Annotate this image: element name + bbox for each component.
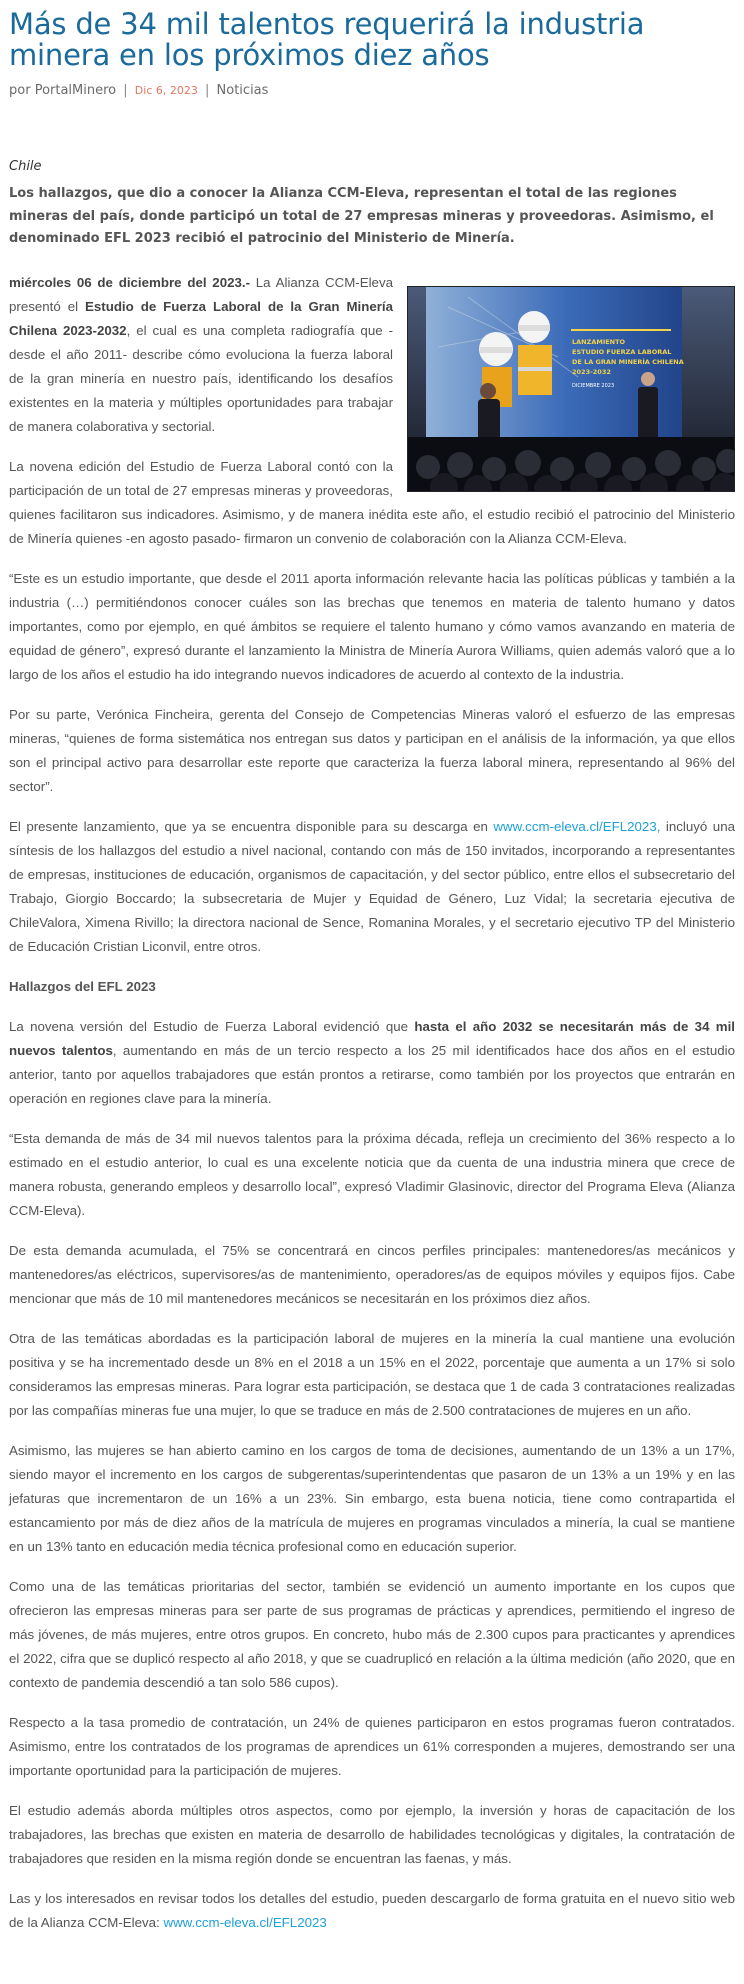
location-label: Chile [9, 159, 42, 174]
p6-highlight: hasta el año 2032 se necesitarán más de 34 mil nuevos talentos [9, 1018, 735, 1058]
paragraph-11: Como una de las temáticas prioritarias del sector, también se evidenció un aumento importante en los cupos que ofrecieron las empresas mineras para ser parte de sus programas de prácticas y aprendices, permitiendo el ingreso de más jóvenes, de más mujeres, entre otros grupos. En concreto, hubo más de 2.300 cupos para practicantes y aprendices el 2022, cifra que se duplicó respecto al año 2018, y que se cuadruplicó en relación a la última medición (año 2020, que en contexto de pandemia descendió a tan solo 586 cupos). [9, 1578, 735, 1690]
paragraph-9: Otra de las temáticas abordadas es la participación laboral de mujeres en la minería la cual mantiene una evolución positiva y se ha incrementado desde un 8% en el 2018 a un 15% en el 2022, porcentaje que aumenta a un 17% si solo consideramos las empresas mineras. Para lograr esta participación, se destaca que 1 de cada 3 contrataciones realizadas por las compañías mineras fue una mujer, lo que se traduce en más de 2.500 contrataciones de mujeres en un año. [9, 1330, 735, 1418]
paragraph-6 [9, 1015, 735, 1111]
paragraph-12: Respecto a la tasa promedio de contratación, un 24% de quienes participaron en estos programas fueron contratados. Asimismo, entre los contratados de los programas de aprendices un 61% corresponden a mujeres, demostrando ser una importante oportunidad para la participación de mujeres. [9, 1714, 735, 1778]
author-prefix: por [9, 83, 35, 98]
paragraph-14 [9, 1887, 735, 1935]
paragraph-10: Asimismo, las mujeres se han abierto camino en los cargos de toma de decisiones, aumentando de un 13% a un 17%, siendo mayor el incremento en los cargos de subgerentas/superintendentas que pasaron de un 13% a un 19% y en las jefaturas que incrementaron de un 16% a un 23%. Sin embargo, esta buena noticia, tiene como contrapartida el estancamiento por más de diez años de la matrícula de mujeres en programas vinculados a minería, la cual se mantiene en un 13% tanto en educación media técnica profesional como en educación superior. [9, 1442, 735, 1554]
event-photo-illustration [408, 287, 734, 491]
website-link[interactable]: www.ccm-eleva.cl/EFL2023 [163, 1914, 327, 1930]
article [9, 0, 735, 1951]
section-heading: Hallazgos del EFL 2023 [9, 978, 156, 994]
p1-text-a: La Alianza CCM-Eleva presentó el [9, 274, 393, 314]
event-photo [407, 286, 735, 492]
screen-line-4: 2023-2032 [572, 367, 611, 376]
category-link[interactable]: Noticias [216, 83, 269, 98]
p5-text-b: incluyó una síntesis de los hallazgos del estudio a nivel nacional, contando con más de 150 invitados, incorporando a representantes de empresas, instituciones de educación, organismos de capacitación, y del sector público, entre ellos el subsecretario del Trabajo, Giorgio Boccardo; la subsecretaria de Mujer y Equidad de Género, Luz Vidal; la secretaria ejecutiva de ChileValora, Ximena Rivillo; la directora nacional de Sence, Romanina Morales, y el secretario ejecutivo TP del Ministerio de Educación Cristian Liconvil, entre otros. [9, 818, 735, 954]
p6-text-b: , aumentando en más de un tercio respecto a los 25 mil identificados hace dos años en el estudio anterior, tanto por aquellos trabajadores que están prontos a retirarse, como también por los proyectos que entrarán en operación en regiones clave para la minería. [9, 1042, 735, 1106]
paragraph-7: “Esta demanda de más de 34 mil nuevos talentos para la próxima década, refleja un crecimiento del 36% respecto a lo estimado en el estudio anterior, lo cual es una excelente noticia que da cuenta de una industria minera que crece de manera robusta, generando empleos y desarrollo local”, expresó Vladimir Glasinovic, director del Programa Eleva (Alianza CCM-Eleva). [9, 1130, 735, 1218]
paragraph-4: Por su parte, Verónica Fincheira, gerenta del Consejo de Competencias Mineras valoró el esfuerzo de las empresas mineras, “quienes de forma sistemática nos entregan sus datos y participan en el análisis de la información, ya que ellos son el principal activo para desarrollar este reporte que caracteriza la fuerza laboral minera, representando al 96% del sector”. [9, 706, 735, 794]
paragraph-13: El estudio además aborda múltiples otros aspectos, como por ejemplo, la inversión y horas de capacitación de los trabajadores, las brechas que existen en materia de desarrollo de habilidades tecnológicas y digitales, la contratación de trabajadores que residen en la misma región donde se encuentran las faenas, y más. [9, 1802, 735, 1866]
p1-study-name: Estudio de Fuerza Laboral de la Gran Minería Chilena 2023-2032 [9, 298, 393, 338]
article-meta [9, 81, 735, 101]
paragraph-5 [9, 815, 735, 959]
p5-text-a: El presente lanzamiento, que ya se encuentra disponible para su descarga en [9, 818, 494, 834]
screen-line-3: DE LA GRAN MINERÍA CHILENA [572, 357, 684, 366]
publish-date: Dic 6, 2023 [134, 84, 198, 97]
article-title: Más de 34 mil talentos requerirá la industria minera en los próximos diez años [9, 7, 645, 72]
p6-text-a: La novena versión del Estudio de Fuerza Laboral evidenció que [9, 1018, 415, 1034]
p14-text-a: Las y los interesados en revisar todos los detalles del estudio, pueden descargarlo de forma gratuita en el nuevo sitio web de la Alianza CCM-Eleva: [9, 1890, 735, 1930]
p1-date: miércoles 06 de diciembre del 2023.- [9, 274, 251, 290]
p1-text-b: , el cual es una completa radiografía que -desde el año 2011- describe cómo evoluciona la fuerza laboral de la gran minería en nuestro país, identificando los desafíos existentes en la materia y múltiples oportunidades para trabajar de manera colaborativa y sectorial. [9, 322, 394, 434]
screen-line-5: DICIEMBRE 2023 [572, 382, 615, 389]
meta-separator: | [205, 83, 210, 98]
author-link[interactable]: PortalMinero [34, 83, 117, 98]
paragraph-2: La novena edición del Estudio de Fuerza Laboral contó con la participación de un total de 27 empresas mineras y proveedoras, quienes facilitaron sus indicadores. Asimismo, y de manera inédita este año, el estudio recibió el patrocinio del Ministerio de Minería quienes -en agosto pasado- firmaron un convenio de colaboración con la Alianza CCM-Eleva. [9, 458, 735, 546]
screen-line-2: ESTUDIO FUERZA LABORAL [572, 347, 672, 356]
screen-line-1: LANZAMIENTO [572, 337, 626, 346]
meta-separator: | [123, 83, 128, 98]
article-body [9, 271, 735, 1935]
paragraph-8: De esta demanda acumulada, el 75% se concentrará en cincos perfiles principales: mantenedores/as mecánicos y mantenedores/as eléctricos, supervisores/as de mantenimiento, operadores/as de equipos móviles y equipos fijos. Cabe mencionar que más de 10 mil mantenedores mecánicos se necesitarán en los próximos diez años. [9, 1242, 735, 1306]
article-lead: Los hallazgos, que dio a conocer la Alianza CCM-Eleva, representan el total de las regiones mineras del país, donde participó un total de 27 empresas mineras y proveedoras. Asimismo, el denominado EFL 2023 recibió el patrocinio del Ministerio de Minería. [9, 186, 714, 246]
paragraph-3: “Este es un estudio importante, que desde el 2011 aporta información relevante hacia las políticas públicas y también a la industria (…) permitiéndonos conocer cuáles son las brechas que tenemos en materia de talento humano y datos importantes, como por ejemplo, en qué ámbitos se requiere el talento humano y cómo vamos avanzando en materia de equidad de género”, expresó durante el lanzamiento la Ministra de Minería Aurora Williams, quien además valoró que a lo largo de los años el estudio ha ido integrando nuevos indicadores de acuerdo al contexto de la industria. [9, 570, 735, 682]
study-download-link[interactable]: www.ccm-eleva.cl/EFL2023, [493, 818, 661, 834]
